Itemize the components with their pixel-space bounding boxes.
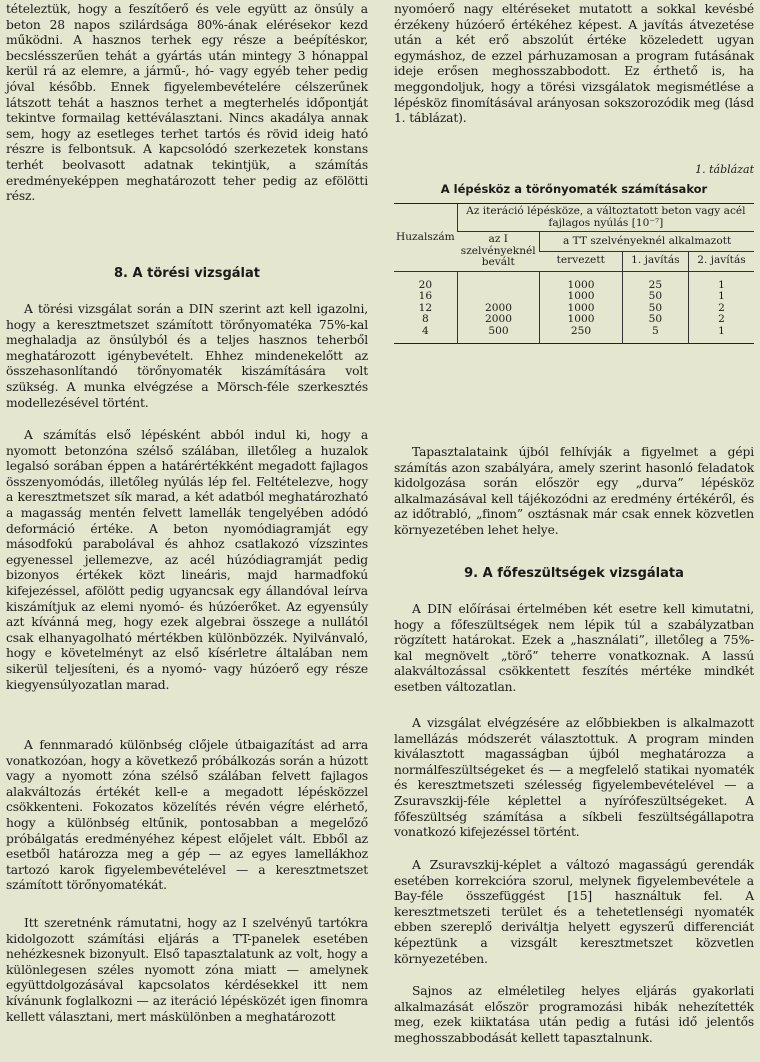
cell-wires: 4 — [421, 324, 429, 337]
after-table-paragraph: Tapasztalataink újból felhívják a figyelmet a gépi számítás azon szabályára, amely szerint hasonló feladatok kidolgozása során először egy „durva” lépésköz alkalmazásával kell tájékozódni az eredmény értékéről, és az időtrabló, „finom” osztásnak már csak ennek közvetlen környezetében lehet helye. — [394, 445, 754, 537]
cell-fix1: 25 — [622, 271, 688, 291]
cell-wires: 8 — [421, 313, 429, 325]
group-header-tt: a TT szelvényeknél alkalmazott — [540, 232, 754, 252]
cell-i — [457, 291, 540, 303]
table-row — [394, 271, 754, 291]
cell-planned: 1000 — [540, 271, 623, 291]
cell-planned: 1000 — [540, 291, 623, 303]
cell-i: 500 — [457, 326, 540, 344]
table-row — [394, 326, 754, 344]
col-planned: tervezett — [540, 251, 623, 271]
col-i-section: az I szelvényeknél bevált — [457, 232, 540, 272]
cell-wires: 20 — [418, 278, 433, 291]
section-8-paragraph-4: Itt szeretnénk rámutatni, hogy az I szelvényű tartókra kidolgozott számítási eljárás a TT-panelek esetében nehézkesnek bizonyult. Első tapasztalatunk az volt, hogy a különlegesen széles nyomott zóna miatt — amelynek együttdolgozásával kapcsolatos kérdésekkel itt nem kívánunk foglalkozni — az iteráció lépésközét igen finomra kellett választani, mert máskülönben a meghatározott — [6, 916, 368, 1024]
table-row — [394, 314, 754, 326]
section-8-paragraph-3: A fennmaradó különbség clőjele útbaigazítást ad arra vonatkozóan, hogy a következő próbálkozás során a húzott vagy a nyomott zóna szélső szálában felvett fajlagos alakváltozás értékét kell-e a megadott lépésközzel csökkenteni. Fokozatos közelítés révén végre elérhető, hogy a különbség eltűnik, pontosabban a megelőző próbálgatás eredményéhez képest előjelet vált. Ebből az esetből határozza meg a gép — az egyes lamellákhoz tartozó karok figyelembevételével — a keresztmetszet számított törőnyomatékát. — [6, 738, 368, 893]
group-header-step: Az iteráció lépésköze, a változtatott beton vagy acél fajlagos nyúlás [10⁻⁷] — [457, 204, 754, 232]
cell-i — [457, 271, 540, 291]
table-row — [394, 291, 754, 303]
cell-fix1: 50 — [622, 303, 688, 315]
step-size-table — [394, 203, 754, 344]
section-8-heading: 8. A törési vizsgálat — [114, 266, 260, 281]
cell-i: 2000 — [457, 314, 540, 326]
section-9-paragraph-4: Sajnos az elméletileg helyes eljárás gyakorlati alkalmazását először programozási hibák nehezítették meg, ezek kiiktatása után pedig a futási idő jelentős meghosszabbodását kellett tapasztalnunk. — [394, 984, 754, 1045]
section-8-paragraph-1: A törési vizsgálat során a DIN szerint azt kell igazolni, hogy a keresztmetszet számított törőnyomatéka 75%-kal meghaladja az önsúlyból és a teljes hasznos teherből meghatározott igénybevételt. Ehhez mindenekelőtt az összehasonlítandó törőnyomaték kiszámítására volt szükség. A munka elvégzése a Mörsch-féle szerkesztés modellezésével történt. — [6, 302, 368, 410]
cell-fix1: 50 — [622, 291, 688, 303]
col-wire-count: Huzalszám — [394, 204, 457, 272]
cell-fix2: 2 — [688, 303, 754, 315]
cell-fix2: 1 — [688, 271, 754, 291]
cell-fix1: 5 — [622, 326, 688, 344]
table-tag: 1. táblázat — [695, 163, 754, 176]
cell-wires: 16 — [418, 290, 433, 302]
intro-paragraph: tételeztük, hogy a feszítőerő és vele együtt az önsúly a beton 28 napos szilárdsága 80%-ának elérésekor kezd működni. A hasznos terhek egy része a beépítéskor, becslésszerűen tehát a gyártás után mintegy 3 hónappal kerül rá az elemre, a jármű-, hó- vagy egyéb teher pedig jóval később. Ennek figyelembevételére célszerűnek látszott tehát a hasznos terhet a megterhelés időpontját tekintve formailag kettéválasztani. Nincs akadálya annak sem, hogy az esetleges terhet tartós és rövid ideig ható részre is felbontsuk. A kapcsolódó szerkezetek konstans terhét beolvasott adatnak tekintjük, a számítás eredményeképpen meghatározott teher pedig az efölötti rész. — [6, 2, 368, 204]
cell-fix2: 2 — [688, 314, 754, 326]
cell-fix2: 1 — [688, 326, 754, 344]
cell-fix2: 1 — [688, 291, 754, 303]
cell-planned: 1000 — [540, 314, 623, 326]
col-fix1: 1. javítás — [622, 251, 688, 271]
cell-fix1: 50 — [622, 314, 688, 326]
cell-planned: 1000 — [540, 303, 623, 315]
section-8-paragraph-2: A számítás első lépésként abból indul ki, hogy a nyomott betonzóna szélső szálában, illetőleg a huzalok legalsó sorában éppen a határértékként megadott fajlagos összenyomódás, illetőleg nyúlás lép fel. Feltételezve, hogy a keresztmetszet sík marad, a két adatból meghatározható a magasság mentén felvett lamellák tengelyében adódó deformáció értéke. A beton nyomódiagramját egy másodfokú parabolával és ahhoz csatlakozó vízszintes egyenessel jellemezve, az acél húzódiagramját pedig bizonyos értékek közt lineáris, majd harmadfokú kifejezéssel, afölött pedig ugyancsak egy állandóval leírva kiszámítjuk az elemi nyomó- és húzóerőket. Az egyensúly azt kívánná meg, hogy ezek algebrai összege a nullától csak elhanyagolható mértékben különbözzék. Nyilvánvaló, hogy e követelményt az első kísérletre általában nem sikerül teljesíteni, és a nyomó- vagy húzóerő egy része kiegyensúlyozatlan marad. — [6, 428, 368, 692]
section-9-paragraph-3: A Zsuravszkij-képlet a változó magasságú gerendák esetében korrekcióra szorul, melynek figyelembevétele a Bay-féle összefüggést [15] használtuk fel. A keresztmetszeti terület és a tehetetlenségi nyomaték ebben szereplő deriváltja helyett egyszerű differenciát képeztünk a vizsgált keresztmetszet közvetlen környezetében. — [394, 858, 754, 966]
table-title: A lépésköz a törőnyomaték számításakor — [440, 182, 708, 196]
cell-wires: 12 — [418, 301, 433, 314]
top-paragraph: nyomóerő nagy eltéréseket mutatott a sokkal kevésbé érzékeny húzóerő értékéhez képest. A javítás átvezetése után a két erő abszolút értéke közeledett ugyan egymáshoz, de ezzel párhuzamosan a program futásának ideje erősen meghosszabbodott. Ez érthető is, ha meggondoljuk, hogy a törési vizsgálatok megismétlése a lépésköz finomításával arányosan sokszorozódik meg (lásd 1. táblázat). — [394, 2, 754, 126]
section-9-heading: 9. A főfeszültségek vizsgálata — [464, 566, 684, 581]
col-fix2: 2. javítás — [688, 251, 754, 271]
section-9-paragraph-1: A DIN előírásai értelmében két esetre kell kimutatni, hogy a főfeszültségek nem lépik túl a szabályzatban rögzített határokat. Ezek a „használati”, illetőleg a 75%-kal megnövelt „törő” teherre vonatkoznak. A lassú alakváltozással csökkentett feszítés mértéke mindkét esetben változatlan. — [394, 602, 754, 694]
section-9-paragraph-2: A vizsgálat elvégzésére az előbbiekben is alkalmazott lamellázás módszerét választottuk. A program minden kiválasztott magasságban újból meghatározza a normálfeszültségeket és — a megfelelő statikai nyomaték és keresztmetszeti szélesség figyelembevételével — a Zsuravszkij-féle képlettel a nyírófeszültségeket. A főfeszültség számítása a síkbeli feszültségállapotra vonatkozó kifejezéssel történt. — [394, 716, 754, 840]
cell-planned: 250 — [540, 326, 623, 344]
cell-i: 2000 — [457, 303, 540, 315]
